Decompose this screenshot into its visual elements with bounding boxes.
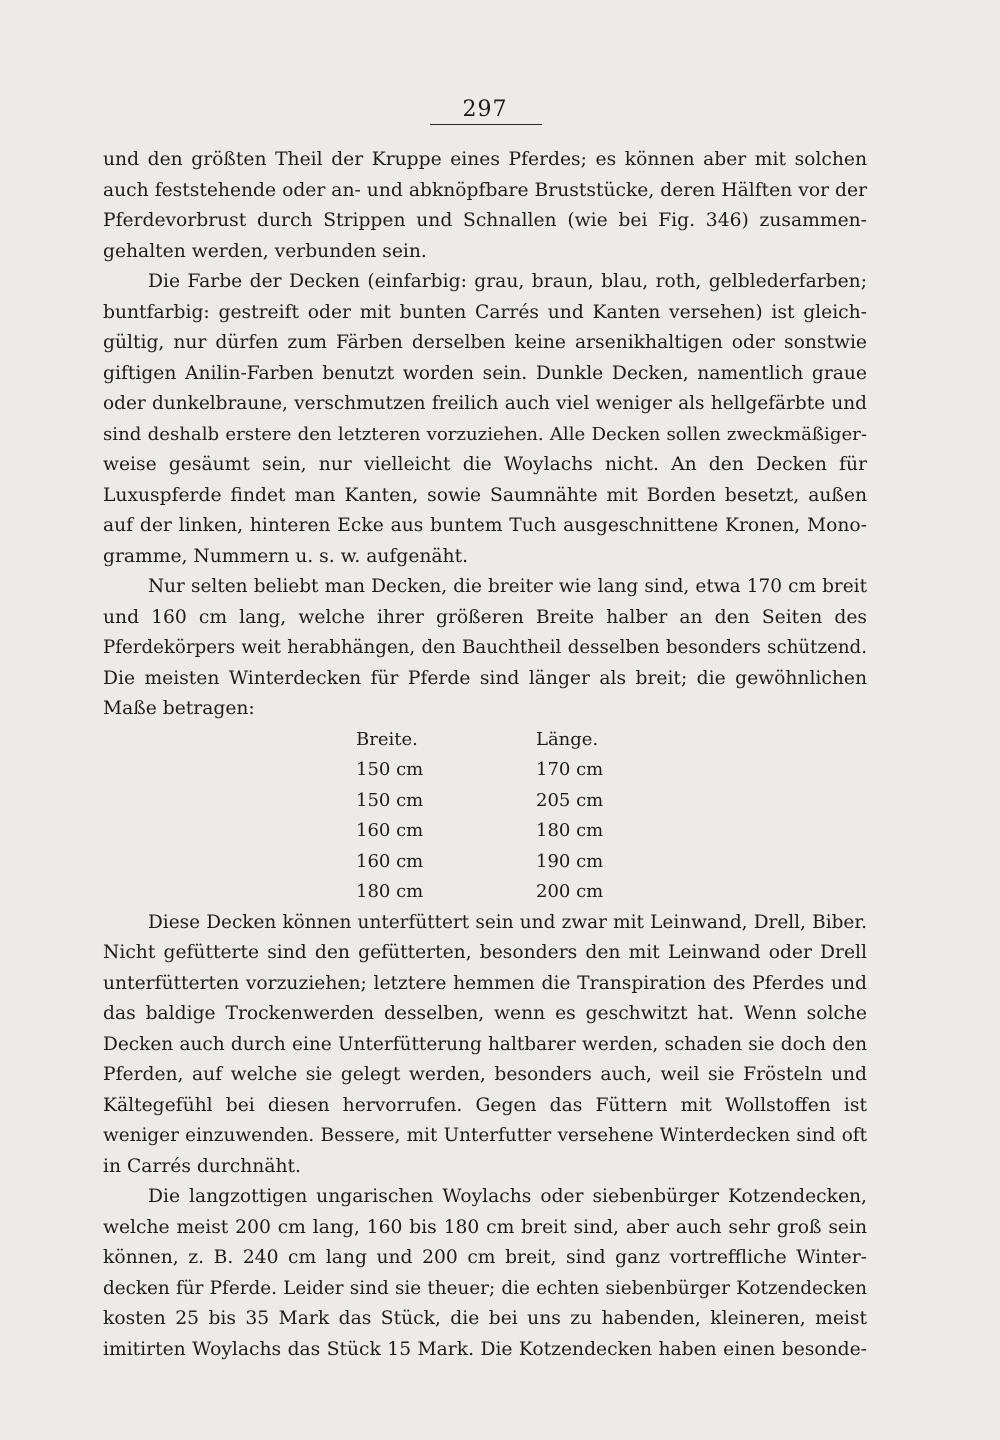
text-line: Die langzottigen ungarischen Woylachs oder siebenbürger Kotzendecken, — [148, 1186, 867, 1207]
table-cell: 160 cm — [356, 820, 424, 841]
paragraph-1 — [103, 145, 867, 267]
paragraph-5 — [103, 1182, 867, 1365]
table-cell: 170 cm — [536, 759, 604, 780]
table-row — [356, 847, 603, 878]
text-line: Pferdekörpers weit herabhängen, den Bauchtheil desselben besonders schützend. — [103, 637, 867, 658]
table-cell: 150 cm — [356, 759, 424, 780]
text-line: gültig, nur dürfen zum Färben derselben keine arsenikhaltigen oder sonstwie — [103, 332, 867, 353]
text-line: auf der linken, hinteren Ecke aus buntem Tuch ausgeschnittene Kronen, Mono- — [103, 515, 867, 536]
text-line: weise gesäumt sein, nur vielleicht die Woylachs nicht. An den Decken für — [103, 454, 867, 475]
text-line: gehalten werden, verbunden sein. — [103, 240, 427, 262]
table-cell: 180 cm — [536, 820, 604, 841]
text-line: Decken auch durch eine Unterfütterung haltbarer werden, schaden sie doch den — [103, 1033, 867, 1055]
text-line: Luxuspferde findet man Kanten, sowie Saumnähte mit Borden besetzt, außen — [103, 484, 867, 506]
text-line: können, z. B. 240 cm lang und 200 cm breit, sind ganz vortreffliche Winter- — [103, 1247, 867, 1268]
text-line: Die Farbe der Decken (einfarbig: grau, braun, blau, roth, gelblederfarben; — [148, 271, 867, 292]
text-line: imitirten Woylachs das Stück 15 Mark. Die Kotzendecken haben einen besonde- — [103, 1338, 867, 1360]
header-rule — [430, 124, 542, 125]
text-line: buntfarbig: gestreift oder mit bunten Carrés und Kanten versehen) ist gleich- — [103, 301, 867, 323]
measurements-table — [356, 725, 603, 908]
column-header-breite: Breite. — [356, 728, 418, 750]
text-line: auch feststehende oder an- und abknöpfbare Bruststücke, deren Hälften vor der — [103, 179, 867, 201]
table-cell: 150 cm — [356, 789, 424, 811]
table-cell: 200 cm — [536, 881, 604, 902]
text-line: sind deshalb erstere den letzteren vorzuziehen. Alle Decken sollen zweckmäßiger- — [103, 423, 867, 445]
table-cell: 205 cm — [536, 789, 604, 811]
text-line: Kältegefühl bei diesen hervorrufen. Gegen das Füttern mit Wollstoffen ist — [103, 1094, 867, 1116]
text-line: Nur selten beliebt man Decken, die breiter wie lang sind, etwa 170 cm breit — [148, 576, 867, 597]
table-header-row — [356, 725, 603, 756]
text-line: weniger einzuwenden. Bessere, mit Unterfutter versehene Winterdecken sind oft — [103, 1125, 867, 1146]
paragraph-2 — [103, 267, 867, 572]
text-line: Die meisten Winterdecken für Pferde sind länger als breit; die gewöhnlichen — [103, 667, 867, 689]
text-line: giftigen Anilin-Farben benutzt worden sein. Dunkle Decken, namentlich graue — [103, 362, 867, 384]
text-line: Pferden, auf welche sie gelegt werden, besonders auch, weil sie Frösteln und — [103, 1064, 867, 1085]
text-line: kosten 25 bis 35 Mark das Stück, die bei uns zu habenden, kleineren, meist — [103, 1308, 867, 1329]
paragraph-4 — [103, 908, 867, 1183]
body-text — [103, 145, 867, 1365]
column-header-laenge: Länge. — [536, 728, 599, 750]
table-row — [356, 755, 603, 786]
text-line: oder dunkelbraune, verschmutzen freilich auch viel weniger als hellgefärbte und — [103, 393, 867, 414]
table-cell: 160 cm — [356, 850, 424, 872]
table-row — [356, 816, 603, 847]
text-line: Maße betragen: — [103, 698, 255, 719]
text-line: gramme, Nummern u. s. w. aufgenäht. — [103, 545, 469, 567]
text-line: Diese Decken können unterfüttert sein und zwar mit Leinwand, Drell, Biber. — [148, 911, 867, 933]
text-line: Pferdevorbrust durch Strippen und Schnallen (wie bei Fig. 346) zusammen- — [103, 210, 867, 231]
text-line: das baldige Trockenwerden desselben, wenn es geschwitzt hat. Wenn solche — [103, 1003, 867, 1024]
text-line: und den größten Theil der Kruppe eines Pferdes; es können aber mit solchen — [103, 149, 867, 170]
text-line: welche meist 200 cm lang, 160 bis 180 cm breit sind, aber auch sehr groß sein — [103, 1216, 867, 1238]
table-row — [356, 786, 603, 817]
page-number: 297 — [462, 97, 508, 122]
paragraph-3 — [103, 572, 867, 725]
text-line: unterfütterten vorzuziehen; letztere hemmen die Transpiration des Pferdes und — [103, 972, 867, 994]
text-line: in Carrés durchnäht. — [103, 1155, 301, 1177]
table-row — [356, 877, 603, 908]
text-line: Nicht gefütterte sind den gefütterten, besonders den mit Leinwand oder Drell — [103, 942, 867, 963]
table-cell: 180 cm — [356, 881, 424, 902]
text-line: und 160 cm lang, welche ihrer größeren Breite halber an den Seiten des — [103, 606, 867, 628]
table-cell: 190 cm — [536, 850, 604, 872]
text-line: decken für Pferde. Leider sind sie theuer; die echten siebenbürger Kotzendecken — [103, 1277, 867, 1299]
